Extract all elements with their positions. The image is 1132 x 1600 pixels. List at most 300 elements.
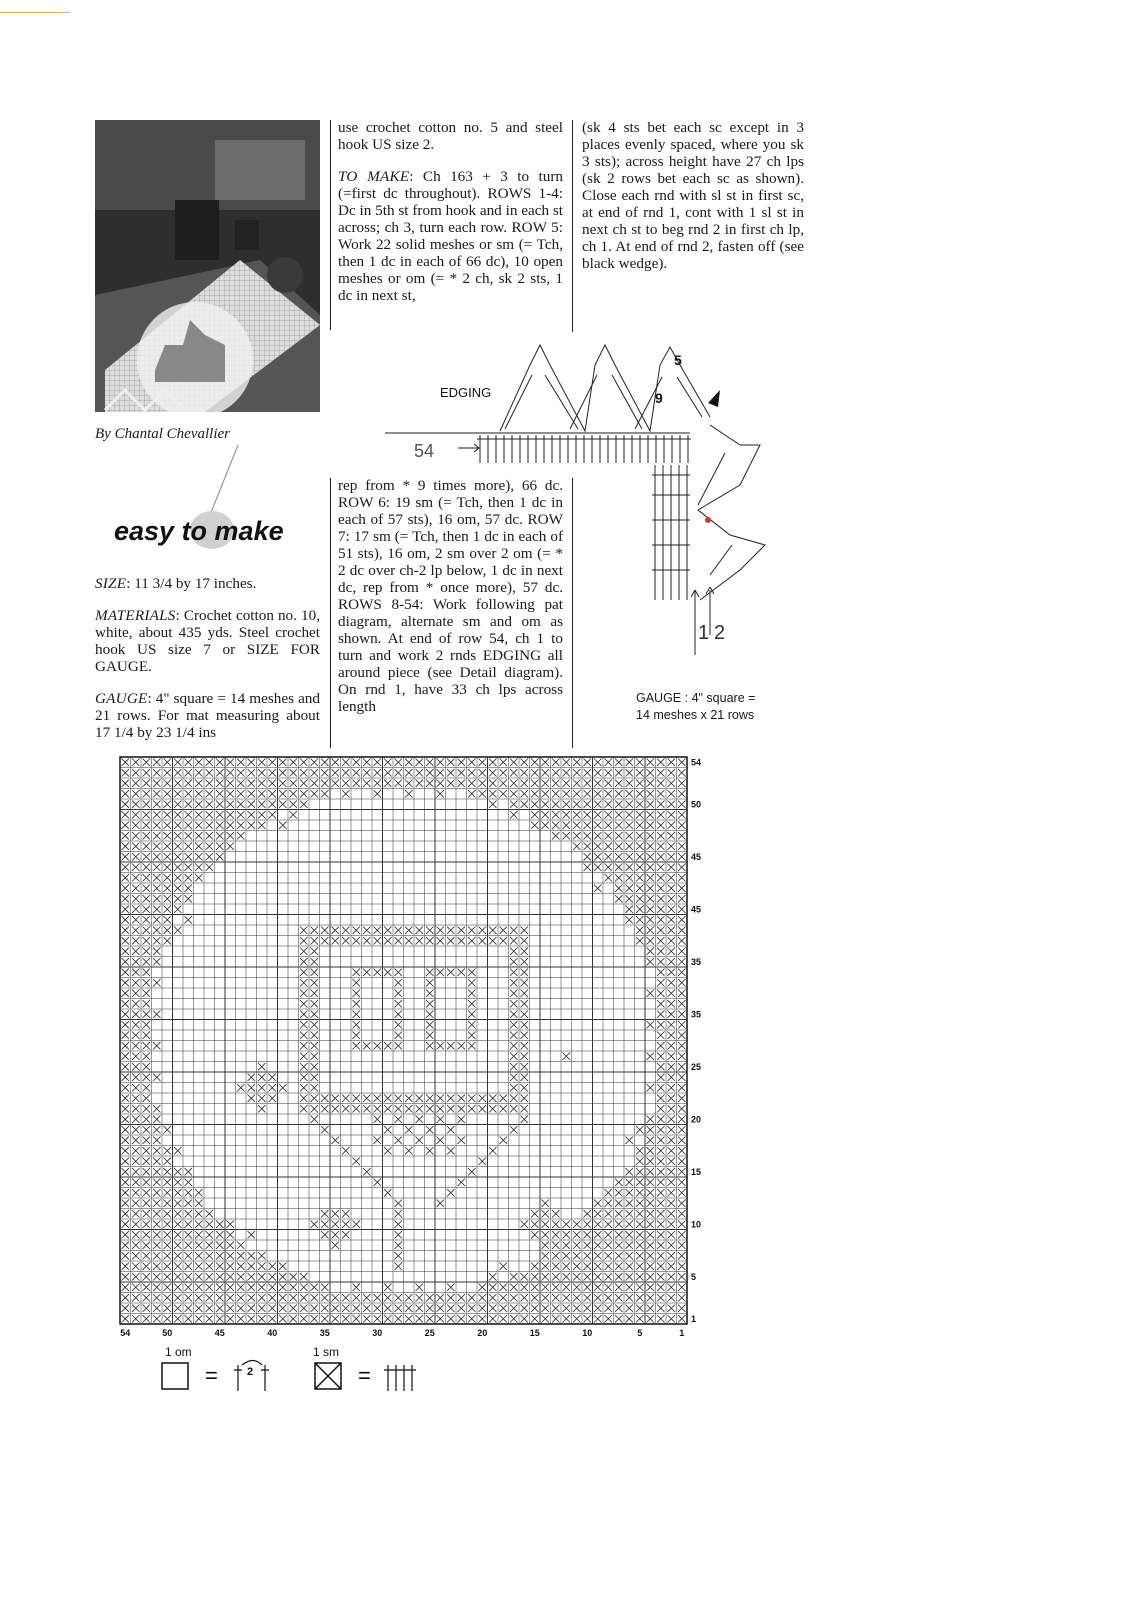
solid-mesh-cell (615, 1263, 623, 1271)
solid-mesh-cell (279, 759, 287, 767)
solid-mesh-cell (374, 1137, 382, 1145)
solid-mesh-cell (657, 1084, 665, 1092)
solid-mesh-cell (395, 1021, 403, 1029)
solid-mesh-cell (552, 790, 560, 798)
solid-mesh-cell (657, 1210, 665, 1218)
solid-mesh-cell (626, 822, 634, 830)
solid-mesh-cell (657, 927, 665, 935)
solid-mesh-cell (143, 906, 151, 914)
solid-mesh-cell (510, 780, 518, 788)
solid-mesh-cell (636, 822, 644, 830)
solid-mesh-cell (657, 1231, 665, 1239)
solid-mesh-cell (405, 1305, 413, 1313)
solid-mesh-cell (311, 979, 319, 987)
solid-mesh-cell (584, 1231, 592, 1239)
solid-mesh-cell (647, 1221, 655, 1229)
solid-mesh-cell (290, 1315, 298, 1323)
solid-mesh-cell (185, 801, 193, 809)
solid-mesh-cell (573, 822, 581, 830)
solid-mesh-cell (426, 1011, 434, 1019)
solid-mesh-cell (374, 1294, 382, 1302)
solid-mesh-cell (300, 790, 308, 798)
solid-mesh-cell (342, 790, 350, 798)
solid-mesh-cell (206, 1263, 214, 1271)
solid-mesh-cell (678, 801, 686, 809)
solid-mesh-cell (353, 1158, 361, 1166)
solid-mesh-cell (416, 1315, 424, 1323)
solid-mesh-cell (395, 1231, 403, 1239)
solid-mesh-cell (647, 1200, 655, 1208)
solid-mesh-cell (573, 1305, 581, 1313)
solid-mesh-cell (678, 1095, 686, 1103)
solid-mesh-cell (353, 979, 361, 987)
solid-mesh-cell (416, 780, 424, 788)
solid-mesh-cell (657, 1032, 665, 1040)
solid-mesh-cell (678, 895, 686, 903)
solid-mesh-cell (552, 1231, 560, 1239)
solid-mesh-cell (668, 927, 676, 935)
solid-mesh-cell (216, 1294, 224, 1302)
solid-mesh-cell (195, 1189, 203, 1197)
x-tick-label: 54 (120, 1328, 131, 1338)
solid-mesh-cell (500, 780, 508, 788)
solid-mesh-cell (164, 759, 172, 767)
solid-mesh-cell (311, 1074, 319, 1082)
solid-mesh-cell (626, 853, 634, 861)
solid-mesh-cell (510, 1095, 518, 1103)
solid-mesh-cell (122, 1294, 130, 1302)
solid-mesh-cell (521, 1116, 529, 1124)
solid-mesh-cell (531, 1284, 539, 1292)
x-tick-label: 1 (679, 1328, 685, 1338)
solid-mesh-cell (500, 1305, 508, 1313)
solid-mesh-cell (269, 1284, 277, 1292)
solid-mesh-cell (668, 1242, 676, 1250)
solid-mesh-cell (657, 1095, 665, 1103)
solid-mesh-cell (647, 1126, 655, 1134)
solid-mesh-cell (174, 885, 182, 893)
solid-mesh-cell (269, 790, 277, 798)
solid-mesh-cell (552, 780, 560, 788)
solid-mesh-cell (458, 927, 466, 935)
solid-mesh-cell (384, 1189, 392, 1197)
edging-paragraph: (sk 4 sts bet each sc except in 3 places evenly spaced, where you sk 3 sts); across height have 27 ch lps (sk 2 rows bet each sc as shown). Close each rnd with sl st in first sc, at end of rnd 1, cont with 1 sl st in next ch st to beg rnd 2 in first ch lp, ch 1. At end of rnd 2, fasten off (see black wedge). (582, 119, 804, 272)
solid-mesh-cell (332, 1294, 340, 1302)
solid-mesh-cell (647, 759, 655, 767)
solid-mesh-cell (122, 769, 130, 777)
solid-mesh-cell (626, 1168, 634, 1176)
solid-mesh-cell (153, 1315, 161, 1323)
solid-mesh-cell (300, 1074, 308, 1082)
solid-mesh-cell (164, 1200, 172, 1208)
solid-mesh-cell (552, 822, 560, 830)
solid-mesh-cell (353, 1221, 361, 1229)
solid-mesh-cell (374, 1315, 382, 1323)
solid-mesh-cell (678, 969, 686, 977)
solid-mesh-cell (122, 1284, 130, 1292)
solid-mesh-cell (615, 895, 623, 903)
solid-mesh-cell (206, 822, 214, 830)
solid-mesh-cell (615, 790, 623, 798)
solid-mesh-cell (237, 1273, 245, 1281)
solid-mesh-cell (405, 1105, 413, 1113)
solid-mesh-cell (521, 1105, 529, 1113)
solid-mesh-cell (185, 822, 193, 830)
y-tick-label: 15 (691, 1166, 702, 1177)
solid-mesh-cell (185, 874, 193, 882)
solid-mesh-cell (122, 990, 130, 998)
solid-mesh-cell (353, 1032, 361, 1040)
solid-mesh-cell (395, 1137, 403, 1145)
solid-mesh-cell (542, 1242, 550, 1250)
solid-mesh-cell (605, 1284, 613, 1292)
solid-mesh-cell (321, 780, 329, 788)
solid-mesh-cell (615, 759, 623, 767)
solid-mesh-cell (468, 927, 476, 935)
solid-mesh-cell (405, 769, 413, 777)
solid-mesh-cell (678, 990, 686, 998)
solid-mesh-cell (153, 801, 161, 809)
solid-mesh-cell (500, 1315, 508, 1323)
solid-mesh-cell (384, 1147, 392, 1155)
solid-mesh-cell (185, 769, 193, 777)
solid-mesh-cell (573, 1294, 581, 1302)
solid-mesh-cell (657, 1053, 665, 1061)
solid-mesh-cell (668, 1137, 676, 1145)
solid-mesh-cell (668, 1021, 676, 1029)
solid-mesh-cell (143, 1000, 151, 1008)
solid-mesh-cell (311, 1315, 319, 1323)
solid-mesh-cell (206, 1273, 214, 1281)
solid-mesh-cell (321, 1294, 329, 1302)
solid-mesh-cell (279, 780, 287, 788)
solid-mesh-cell (122, 1189, 130, 1197)
solid-mesh-cell (594, 759, 602, 767)
solid-mesh-cell (143, 1294, 151, 1302)
solid-mesh-cell (174, 1210, 182, 1218)
solid-mesh-cell (395, 1221, 403, 1229)
solid-mesh-cell (185, 1189, 193, 1197)
solid-mesh-cell (206, 1284, 214, 1292)
solid-mesh-cell (510, 1305, 518, 1313)
solid-mesh-cell (426, 979, 434, 987)
solid-mesh-cell (563, 1263, 571, 1271)
solid-mesh-cell (132, 1116, 140, 1124)
solid-mesh-cell (311, 1042, 319, 1050)
solid-mesh-cell (531, 769, 539, 777)
solid-mesh-cell (258, 780, 266, 788)
solid-mesh-cell (174, 811, 182, 819)
solid-mesh-cell (510, 937, 518, 945)
solid-mesh-cell (132, 811, 140, 819)
solid-mesh-cell (636, 1242, 644, 1250)
solid-mesh-cell (594, 801, 602, 809)
solid-mesh-cell (678, 1137, 686, 1145)
solid-mesh-cell (447, 780, 455, 788)
solid-mesh-cell (300, 937, 308, 945)
solid-mesh-cell (626, 1284, 634, 1292)
solid-mesh-cell (563, 801, 571, 809)
solid-mesh-cell (258, 1063, 266, 1071)
solid-mesh-cell (416, 1284, 424, 1292)
solid-mesh-cell (332, 1105, 340, 1113)
solid-mesh-cell (573, 790, 581, 798)
solid-mesh-cell (132, 1179, 140, 1187)
solid-mesh-cell (563, 1305, 571, 1313)
solid-mesh-cell (657, 843, 665, 851)
solid-mesh-cell (185, 1168, 193, 1176)
solid-mesh-cell (552, 1252, 560, 1260)
solid-mesh-cell (279, 1305, 287, 1313)
solid-mesh-cell (185, 895, 193, 903)
solid-mesh-cell (164, 895, 172, 903)
solid-mesh-cell (258, 801, 266, 809)
solid-mesh-cell (678, 1189, 686, 1197)
solid-mesh-cell (668, 1273, 676, 1281)
solid-mesh-cell (153, 864, 161, 872)
solid-mesh-cell (216, 1305, 224, 1313)
solid-mesh-cell (353, 937, 361, 945)
solid-mesh-cell (678, 1252, 686, 1260)
solid-mesh-cell (164, 1126, 172, 1134)
solid-mesh-cell (132, 864, 140, 872)
solid-mesh-cell (237, 1315, 245, 1323)
solid-mesh-cell (542, 1231, 550, 1239)
solid-mesh-cell (636, 1210, 644, 1218)
solid-mesh-cell (185, 843, 193, 851)
solid-mesh-cell (174, 801, 182, 809)
solid-mesh-cell (311, 769, 319, 777)
solid-mesh-cell (132, 822, 140, 830)
solid-mesh-cell (626, 916, 634, 924)
x-tick-label: 45 (214, 1328, 225, 1338)
solid-mesh-cell (657, 1063, 665, 1071)
solid-mesh-cell (647, 1158, 655, 1166)
solid-mesh-cell (227, 1273, 235, 1281)
solid-mesh-cell (353, 1305, 361, 1313)
solid-mesh-cell (500, 1294, 508, 1302)
solid-mesh-cell (132, 1210, 140, 1218)
solid-mesh-cell (594, 769, 602, 777)
solid-mesh-cell (206, 1315, 214, 1323)
solid-mesh-cell (153, 769, 161, 777)
solid-mesh-cell (132, 1242, 140, 1250)
solid-mesh-cell (447, 937, 455, 945)
solid-mesh-cell (153, 811, 161, 819)
solid-mesh-cell (678, 1294, 686, 1302)
solid-mesh-cell (353, 1105, 361, 1113)
solid-mesh-cell (248, 1231, 256, 1239)
solid-mesh-cell (122, 759, 130, 767)
solid-mesh-cell (615, 1179, 623, 1187)
solid-mesh-cell (531, 1315, 539, 1323)
solid-mesh-cell (458, 1315, 466, 1323)
solid-mesh-cell (143, 822, 151, 830)
solid-mesh-cell (132, 1200, 140, 1208)
solid-mesh-cell (311, 1284, 319, 1292)
materials-paragraph: MATERIALS: Crochet cotton no. 10, white, about 435 yds. Steel crochet hook US size 7 or SIZE FOR GAUGE. (95, 607, 320, 675)
solid-mesh-cell (605, 1221, 613, 1229)
solid-mesh-cell (647, 843, 655, 851)
solid-mesh-cell (153, 832, 161, 840)
solid-mesh-cell (122, 1168, 130, 1176)
solid-mesh-cell (594, 1252, 602, 1260)
solid-mesh-cell (353, 927, 361, 935)
solid-mesh-cell (678, 1011, 686, 1019)
solid-mesh-cell (300, 1063, 308, 1071)
solid-mesh-cell (426, 1000, 434, 1008)
solid-mesh-cell (248, 790, 256, 798)
solid-mesh-cell (269, 1095, 277, 1103)
solid-mesh-cell (668, 969, 676, 977)
solid-mesh-cell (552, 769, 560, 777)
solid-mesh-stitch (384, 1365, 416, 1391)
solid-mesh-cell (269, 1315, 277, 1323)
solid-mesh-cell (153, 1137, 161, 1145)
solid-mesh-cell (143, 1210, 151, 1218)
solid-mesh-cell (657, 1179, 665, 1187)
solid-mesh-cell (185, 832, 193, 840)
solid-mesh-cell (657, 979, 665, 987)
solid-mesh-cell (363, 1042, 371, 1050)
solid-mesh-cell (227, 790, 235, 798)
solid-mesh-cell (489, 937, 497, 945)
solid-mesh-cell (174, 1231, 182, 1239)
solid-mesh-cell (132, 1095, 140, 1103)
solid-mesh-cell (143, 969, 151, 977)
solid-mesh-cell (195, 832, 203, 840)
solid-mesh-cell (227, 1284, 235, 1292)
solid-mesh-cell (122, 969, 130, 977)
solid-mesh-cell (542, 1210, 550, 1218)
solid-mesh-cell (206, 843, 214, 851)
solid-mesh-cell (626, 769, 634, 777)
solid-mesh-cell (563, 811, 571, 819)
solid-mesh-cell (626, 1273, 634, 1281)
solid-mesh-cell (300, 1053, 308, 1061)
solid-mesh-cell (531, 1294, 539, 1302)
solid-mesh-cell (395, 1042, 403, 1050)
solid-mesh-cell (594, 832, 602, 840)
solid-mesh-cell (258, 1105, 266, 1113)
solid-mesh-cell (132, 1105, 140, 1113)
solid-mesh-cell (248, 769, 256, 777)
solid-mesh-cell (636, 1179, 644, 1187)
solid-mesh-cell (678, 1053, 686, 1061)
solid-mesh-cell (216, 832, 224, 840)
solid-mesh-cell (122, 801, 130, 809)
label-5: 5 (674, 352, 682, 368)
solid-mesh-cell (311, 1011, 319, 1019)
solid-mesh-cell (143, 937, 151, 945)
solid-mesh-cell (153, 916, 161, 924)
solid-mesh-cell (542, 1200, 550, 1208)
solid-mesh-cell (395, 937, 403, 945)
solid-mesh-cell (300, 979, 308, 987)
solid-mesh-cell (153, 1252, 161, 1260)
solid-mesh-cell (405, 927, 413, 935)
solid-mesh-cell (615, 811, 623, 819)
solid-mesh-cell (153, 1200, 161, 1208)
solid-mesh-cell (584, 1284, 592, 1292)
solid-mesh-cell (122, 916, 130, 924)
solid-mesh-cell (437, 1042, 445, 1050)
solid-mesh-cell (510, 1294, 518, 1302)
solid-mesh-cell (479, 1105, 487, 1113)
solid-mesh-cell (573, 811, 581, 819)
solid-mesh-cell (122, 832, 130, 840)
solid-mesh-cell (132, 1315, 140, 1323)
solid-mesh-cell (227, 1305, 235, 1313)
solid-mesh-cell (615, 1315, 623, 1323)
solid-mesh-cell (384, 1315, 392, 1323)
solid-mesh-cell (489, 769, 497, 777)
solid-mesh-cell (143, 990, 151, 998)
solid-mesh-cell (678, 1179, 686, 1187)
solid-mesh-cell (143, 1105, 151, 1113)
solid-mesh-cell (584, 1242, 592, 1250)
solid-mesh-cell (342, 927, 350, 935)
solid-mesh-cell (185, 1273, 193, 1281)
solid-mesh-cell (153, 874, 161, 882)
solid-mesh-cell (521, 990, 529, 998)
solid-mesh-cell (636, 895, 644, 903)
solid-mesh-cell (489, 1284, 497, 1292)
solid-mesh-cell (353, 990, 361, 998)
solid-mesh-cell (437, 1105, 445, 1113)
solid-mesh-cell (363, 1095, 371, 1103)
solid-mesh-cell (584, 801, 592, 809)
solid-mesh-cell (468, 937, 476, 945)
solid-mesh-cell (143, 885, 151, 893)
solid-mesh-cell (531, 1273, 539, 1281)
solid-mesh-cell (311, 1105, 319, 1113)
solid-mesh-cell (269, 1263, 277, 1271)
solid-mesh-cell (153, 1105, 161, 1113)
solid-mesh-cell (552, 1305, 560, 1313)
chart-legend (150, 1343, 470, 1403)
solid-mesh-cell (153, 1158, 161, 1166)
solid-mesh-cell (657, 1252, 665, 1260)
solid-mesh-cell (164, 1147, 172, 1155)
solid-mesh-cell (657, 1263, 665, 1271)
solid-mesh-cell (216, 1221, 224, 1229)
solid-mesh-cell (132, 801, 140, 809)
solid-mesh-cell (479, 790, 487, 798)
solid-mesh-cell (510, 1053, 518, 1061)
solid-mesh-cell (668, 948, 676, 956)
solid-mesh-cell (647, 790, 655, 798)
solid-mesh-cell (342, 1095, 350, 1103)
solid-mesh-cell (615, 1284, 623, 1292)
solid-mesh-cell (668, 769, 676, 777)
solid-mesh-cell (657, 1126, 665, 1134)
solid-mesh-cell (563, 759, 571, 767)
solid-mesh-cell (531, 1231, 539, 1239)
solid-mesh-cell (468, 1294, 476, 1302)
solid-mesh-cell (500, 1263, 508, 1271)
solid-mesh-cell (321, 1231, 329, 1239)
solid-mesh-cell (300, 958, 308, 966)
solid-mesh-cell (647, 1116, 655, 1124)
solid-mesh-cell (174, 927, 182, 935)
solid-mesh-cell (195, 1315, 203, 1323)
solid-mesh-cell (552, 1242, 560, 1250)
solid-mesh-cell (542, 801, 550, 809)
solid-mesh-cell (657, 1042, 665, 1050)
solid-mesh-cell (678, 937, 686, 945)
solid-mesh-cell (605, 1200, 613, 1208)
